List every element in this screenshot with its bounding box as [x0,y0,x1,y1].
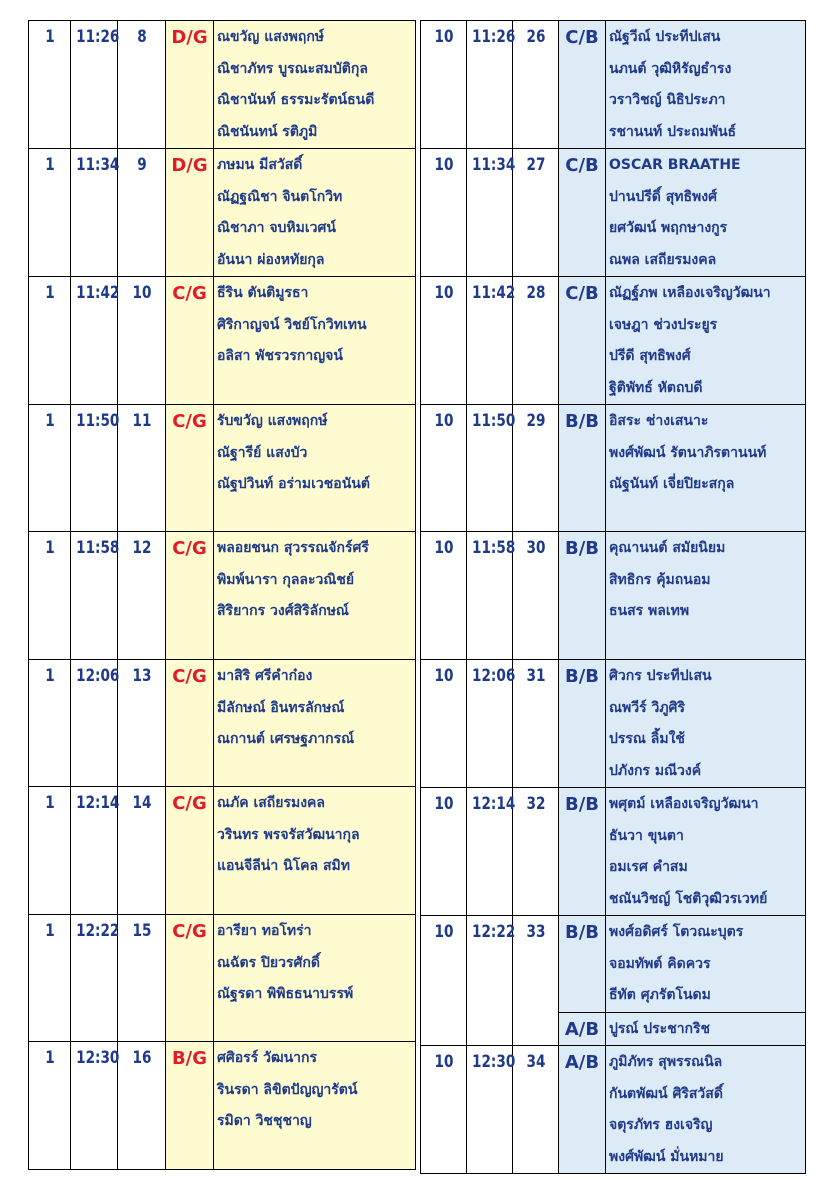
start-time: 11:50 [471,405,508,532]
heat-number: 30 [517,532,554,660]
start-time: 11:58 [75,532,113,660]
player-names [214,787,416,915]
heat-row [421,277,806,405]
player-name: ปรีดี สุทธิพงศ์ [609,348,691,364]
player-names [214,277,416,405]
heat-row [29,277,416,405]
heat-row [421,532,806,660]
lane-number: 10 [425,405,462,532]
player-name: ณิชาภา จบหิมเวศน์ [217,220,336,236]
player-name: ณฉัตร ปิยวรศักดิ์ [217,954,320,971]
heat-number: 28 [517,277,554,405]
player-name: ธีริน ตันติมูรธา [217,285,309,301]
heat-number: 10 [122,277,160,405]
heat-number: 14 [122,787,160,915]
heat-number: 33 [517,916,554,1046]
heat-number: 27 [517,149,554,277]
player-name: ณพวีร์ วิภูศิริ [609,699,685,716]
player-names [606,660,806,788]
class-code: D/G [166,21,214,149]
player-names [214,532,416,660]
class-code: C/B [559,277,606,405]
start-time: 12:06 [75,660,113,787]
lane-number: 10 [425,916,462,1046]
class-code: C/G [166,660,214,787]
player-name: ณพล เสถียรมงคล [609,251,717,268]
heat-row [421,21,806,149]
lane-number: 1 [33,1042,67,1170]
player-name: มาสิริ ศรีคำก๋อง [217,668,313,684]
player-names [606,277,806,405]
player-name: OSCAR BRAATHE [609,157,741,173]
class-code: C/G [166,277,214,405]
start-time: 12:30 [75,1042,113,1170]
lane-number: 1 [33,660,67,787]
player-name: พศุตม์ เหลืองเจริญวัฒนา [609,796,759,812]
player-name: รมิดา วิชชุชาญ [217,1113,312,1129]
player-names [606,532,806,660]
player-name: ณขวัญ แสงพฤกษ์ [217,29,325,45]
heat-number: 16 [122,1042,160,1170]
player-name: อมเรศ คำสม [609,859,688,875]
player-name: พิมพ์นารา กุลละวณิชย์ [217,571,355,588]
player-names [606,21,806,149]
lane-number: 1 [33,405,67,532]
heat-row [29,149,416,277]
lane-number: 1 [33,277,67,405]
player-name: ศิวกร ประทีปเสน [609,668,712,684]
player-names [606,916,806,1013]
player-name: วราวิชญ์ นิธิประภา [609,92,726,108]
heat-number: 8 [122,21,160,149]
lane-number: 10 [425,1046,462,1174]
heat-number: 15 [122,915,160,1042]
player-name: ณัฐปวินท์ อร่ามเวชอนันต์ [217,476,370,492]
player-name: ณัฐารีย์ แสงบัว [217,444,308,461]
player-name: จตุรภัทร ฮงเจริญ [609,1117,713,1133]
start-time: 11:58 [471,532,508,660]
heat-row [421,149,806,277]
player-names [214,660,416,787]
player-name: ณกานต์ เศรษฐภากรณ์ [217,731,355,747]
heat-row [29,532,416,660]
player-name: ณัฏฐณิชา จินตโกวิท [217,188,343,205]
player-name: ชณันวิชญ์ โชติวุฒิวรเวทย์ [609,890,768,907]
class-code: C/G [166,405,214,532]
class-code: B/B [559,405,606,532]
heat-number: 34 [517,1046,554,1174]
lane-number: 10 [425,532,462,660]
player-name: ณัฐนันท์ เจี่ยปิยะสกุล [609,476,735,492]
heat-row [29,660,416,787]
player-name: อารียา ทอโทร่า [217,923,312,939]
player-name: พงศ์พัฒน์ รัตนาภิรตานนท์ [609,444,767,461]
lane-number: 1 [33,915,67,1042]
lane-number: 1 [33,532,67,660]
player-name: ภษมน มีสวัสดิ์ [217,157,303,173]
heat-number: 26 [517,21,554,149]
left-schedule-table [28,20,416,1170]
player-name: สิทธิกร คุ้มถนอม [609,571,711,588]
player-names [606,405,806,532]
start-time: 11:26 [471,21,508,149]
player-name: รับขวัญ แสงพฤกษ์ [217,413,328,429]
lane-number: 1 [33,21,67,149]
lane-number: 1 [33,149,67,277]
heat-number: 9 [122,149,160,277]
lane-number: 1 [33,787,67,915]
heat-number: 29 [517,405,554,532]
class-code: B/G [166,1042,214,1170]
player-name: ธันวา ขุนตา [609,827,684,844]
heat-row [421,916,806,1013]
player-name: ฐิติพัทธ์ หัตถบดี [609,379,703,396]
player-name: ณิชนันทน์ รติภูมิ [217,123,318,140]
start-time: 12:22 [75,915,113,1042]
player-name: นภนต์ วุฒิหิรัญธำรง [609,60,732,77]
player-name: เจษฎา ช่วงประยูร [609,316,718,333]
heat-row [29,915,416,1042]
class-code: C/G [166,532,214,660]
player-name: ธนสร พลเทพ [609,603,690,619]
player-names [606,1012,806,1046]
player-names [606,788,806,916]
player-name: รินรดา ลิขิตปัญญารัตน์ [217,1081,358,1098]
player-name: อันนา ผ่องหทัยกุล [217,251,325,268]
class-code: D/G [166,149,214,277]
player-name: ณัฏฐ์ภพ เหลืองเจริญวัฒนา [609,285,771,301]
class-code: C/G [166,787,214,915]
player-name: สิริยากร วงศ์สิริลักษณ์ [217,603,349,619]
lane-number: 10 [425,149,462,277]
heat-row [29,787,416,915]
heat-row [421,405,806,532]
player-name: คุณานนต์ สมัยนิยม [609,540,726,556]
player-name: ปานปรีดิ์ สุทธิพงศ์ [609,188,717,205]
player-name: ณิชานันท์ ธรรมะรัตน์ธนดี [217,92,375,108]
player-name: ณัฐรดา พิพิธธนาบรรพ์ [217,986,354,1002]
heat-row [29,405,416,532]
player-name: พงศ์อดิศร์ โตวณะบุตร [609,924,744,940]
right-schedule-table [420,20,806,1174]
start-time: 11:34 [471,149,508,277]
player-name: มีลักษณ์ อินทรลักษณ์ [217,699,345,716]
class-code: A/B [559,1012,606,1046]
start-time: 11:26 [75,21,113,149]
lane-number: 10 [425,21,462,149]
heat-row [29,1042,416,1170]
player-name: ปภังกร มณีวงค์ [609,762,702,779]
player-name: ปรรณ ลิ้มใช้ [609,731,685,747]
player-names [214,915,416,1042]
player-names [214,21,416,149]
lane-number: 10 [425,788,462,916]
start-time: 12:14 [75,787,113,915]
player-name: อลิสา พัชรวรกาญจน์ [217,348,343,364]
class-code: C/B [559,149,606,277]
heat-row [421,788,806,916]
player-name: ณัฐวีณ์ ประทีปเสน [609,29,721,45]
lane-number: 10 [425,277,462,405]
class-code: A/B [559,1046,606,1174]
player-name: อิสระ ช่างเสนาะ [609,413,709,429]
start-time: 12:22 [471,916,508,1046]
heat-row [421,1046,806,1174]
class-code: B/B [559,788,606,916]
start-time: 11:50 [75,405,113,532]
class-code: B/B [559,532,606,660]
player-names [606,149,806,277]
heat-row [29,21,416,149]
player-name: ณิชาภัทร บูรณะสมบัติกุล [217,60,368,77]
player-name: ปูรณ์ ประชากริช [609,1020,711,1037]
player-names [606,1046,806,1174]
heat-number: 13 [122,660,160,787]
start-time: 12:30 [471,1046,508,1174]
start-time: 11:34 [75,149,113,277]
player-name: แอนจีลีน่า นิโคล สมิท [217,858,350,874]
player-name: ณภัค เสถียรมงคล [217,795,325,811]
class-code: B/B [559,660,606,788]
heat-number: 32 [517,788,554,916]
player-names [214,149,416,277]
player-name: ศิริกาญจน์ วิชย์โกวิทเทน [217,316,367,333]
heat-row [421,660,806,788]
lane-number: 10 [425,660,462,788]
class-code: C/B [559,21,606,149]
player-name: กันตพัฒน์ ศิริสวัสดิ์ [609,1085,723,1102]
start-time: 12:06 [471,660,508,788]
player-name: ศศิอรร์ วัฒนากร [217,1050,318,1066]
heat-number: 12 [122,532,160,660]
player-name: ธีทัต ศุภรัตโนดม [609,987,711,1003]
player-name: วรินทร พรจรัสวัฒนากุล [217,826,360,843]
start-time: 11:42 [75,277,113,405]
class-code: B/B [559,916,606,1013]
player-name: พลอยชนก สุวรรณจักร์ศรี [217,540,369,556]
start-time: 11:42 [471,277,508,405]
start-time: 12:14 [471,788,508,916]
player-names [214,1042,416,1170]
player-name: รชานนท์ ประถมพันธ์ [609,123,737,140]
heat-number: 31 [517,660,554,788]
heat-number: 11 [122,405,160,532]
player-name: ยศวัฒน์ พฤกษางกูร [609,220,728,236]
player-names [214,405,416,532]
player-name: พงศ์พัฒน์ มั่นหมาย [609,1148,724,1165]
player-name: จอมทัพต์ คิดควร [609,955,711,972]
player-name: ภูมิภัทร สุพรรณนิล [609,1054,723,1070]
class-code: C/G [166,915,214,1042]
